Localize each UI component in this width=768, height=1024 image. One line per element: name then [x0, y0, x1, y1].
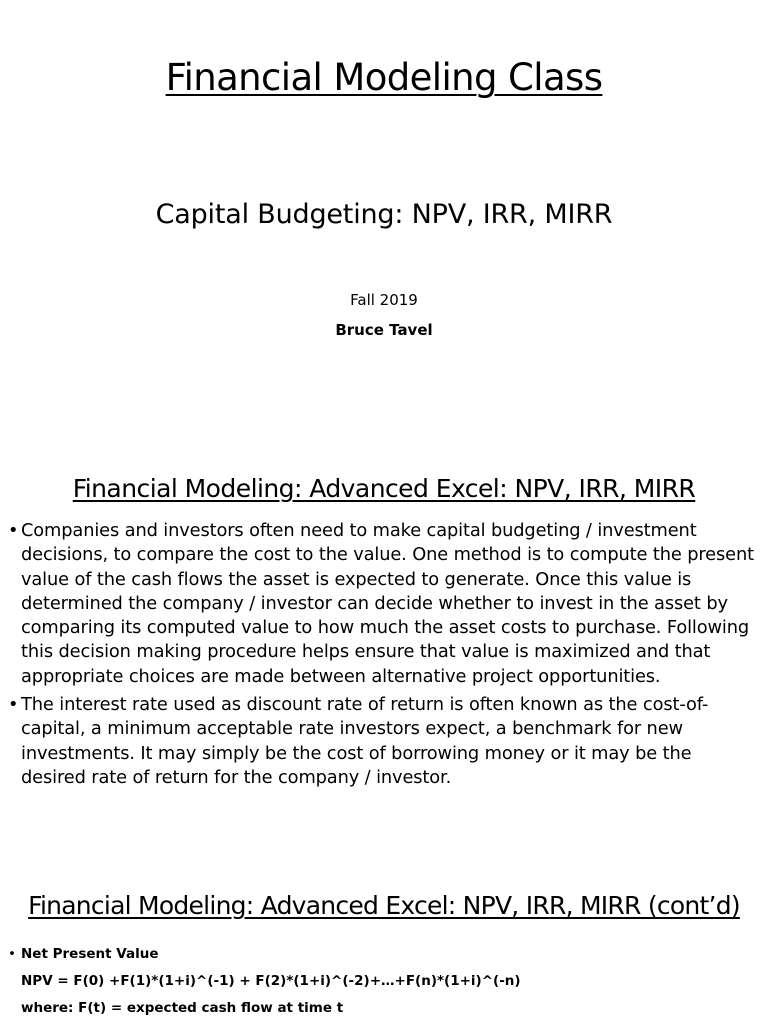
- bullet-list: [8, 519, 760, 794]
- slide-title: Financial Modeling: Advanced Excel: NPV, IRR, MIRR (cont’d): [28, 891, 740, 920]
- bullet-item: [8, 941, 760, 968]
- bullet-dot-icon: •: [8, 694, 19, 716]
- slide-title: Financial Modeling: Advanced Excel: NPV, IRR, MIRR: [72, 474, 696, 503]
- title-slide: [0, 0, 768, 436]
- bullet-text: The interest rate used as discount rate of return is often known as the cost-of-capital, a minimum acceptable rate investors expect, a benchmark for new investments. It may simply be the cost of borrowing money or it may be the desired rate of return for the company / investor.: [21, 694, 709, 788]
- bullet-item: [8, 519, 760, 689]
- slide-title: Financial Modeling Class: [165, 56, 603, 99]
- slide-subtitle: Capital Budgeting: NPV, IRR, MIRR: [155, 199, 613, 230]
- bullet-dot-icon: •: [8, 946, 16, 962]
- npv-body: [8, 941, 760, 1022]
- npv-formula: NPV = F(0) +F(1)*(1+i)^(-1) + F(2)*(1+i)^(-2)+…+F(n)*(1+i)^(-n): [21, 973, 521, 989]
- formula-where-clause: where: F(t) = expected cash flow at time t: [21, 1000, 344, 1016]
- term-label: Fall 2019: [350, 291, 418, 309]
- bullet-text: Companies and investors often need to make capital budgeting / investment decisions, to compare the cost to the value. One method is to compute the present value of the cash flows the asset is expected to generate. Once this value is determined the company / investor can decide whether to invest in the asset by comparing its computed value to how much the asset costs to purchase. Following this decision making procedure helps ensure that value is maximized and that appropriate choices are made between alternative project opportunities.: [21, 520, 754, 687]
- content-slide-npv: [0, 856, 768, 1024]
- content-slide-intro: [0, 436, 768, 856]
- author-name: Bruce Tavel: [335, 321, 433, 339]
- bullet-dot-icon: •: [8, 520, 19, 541]
- bullet-text: Net Present Value: [21, 946, 159, 962]
- bullet-item: [8, 693, 760, 790]
